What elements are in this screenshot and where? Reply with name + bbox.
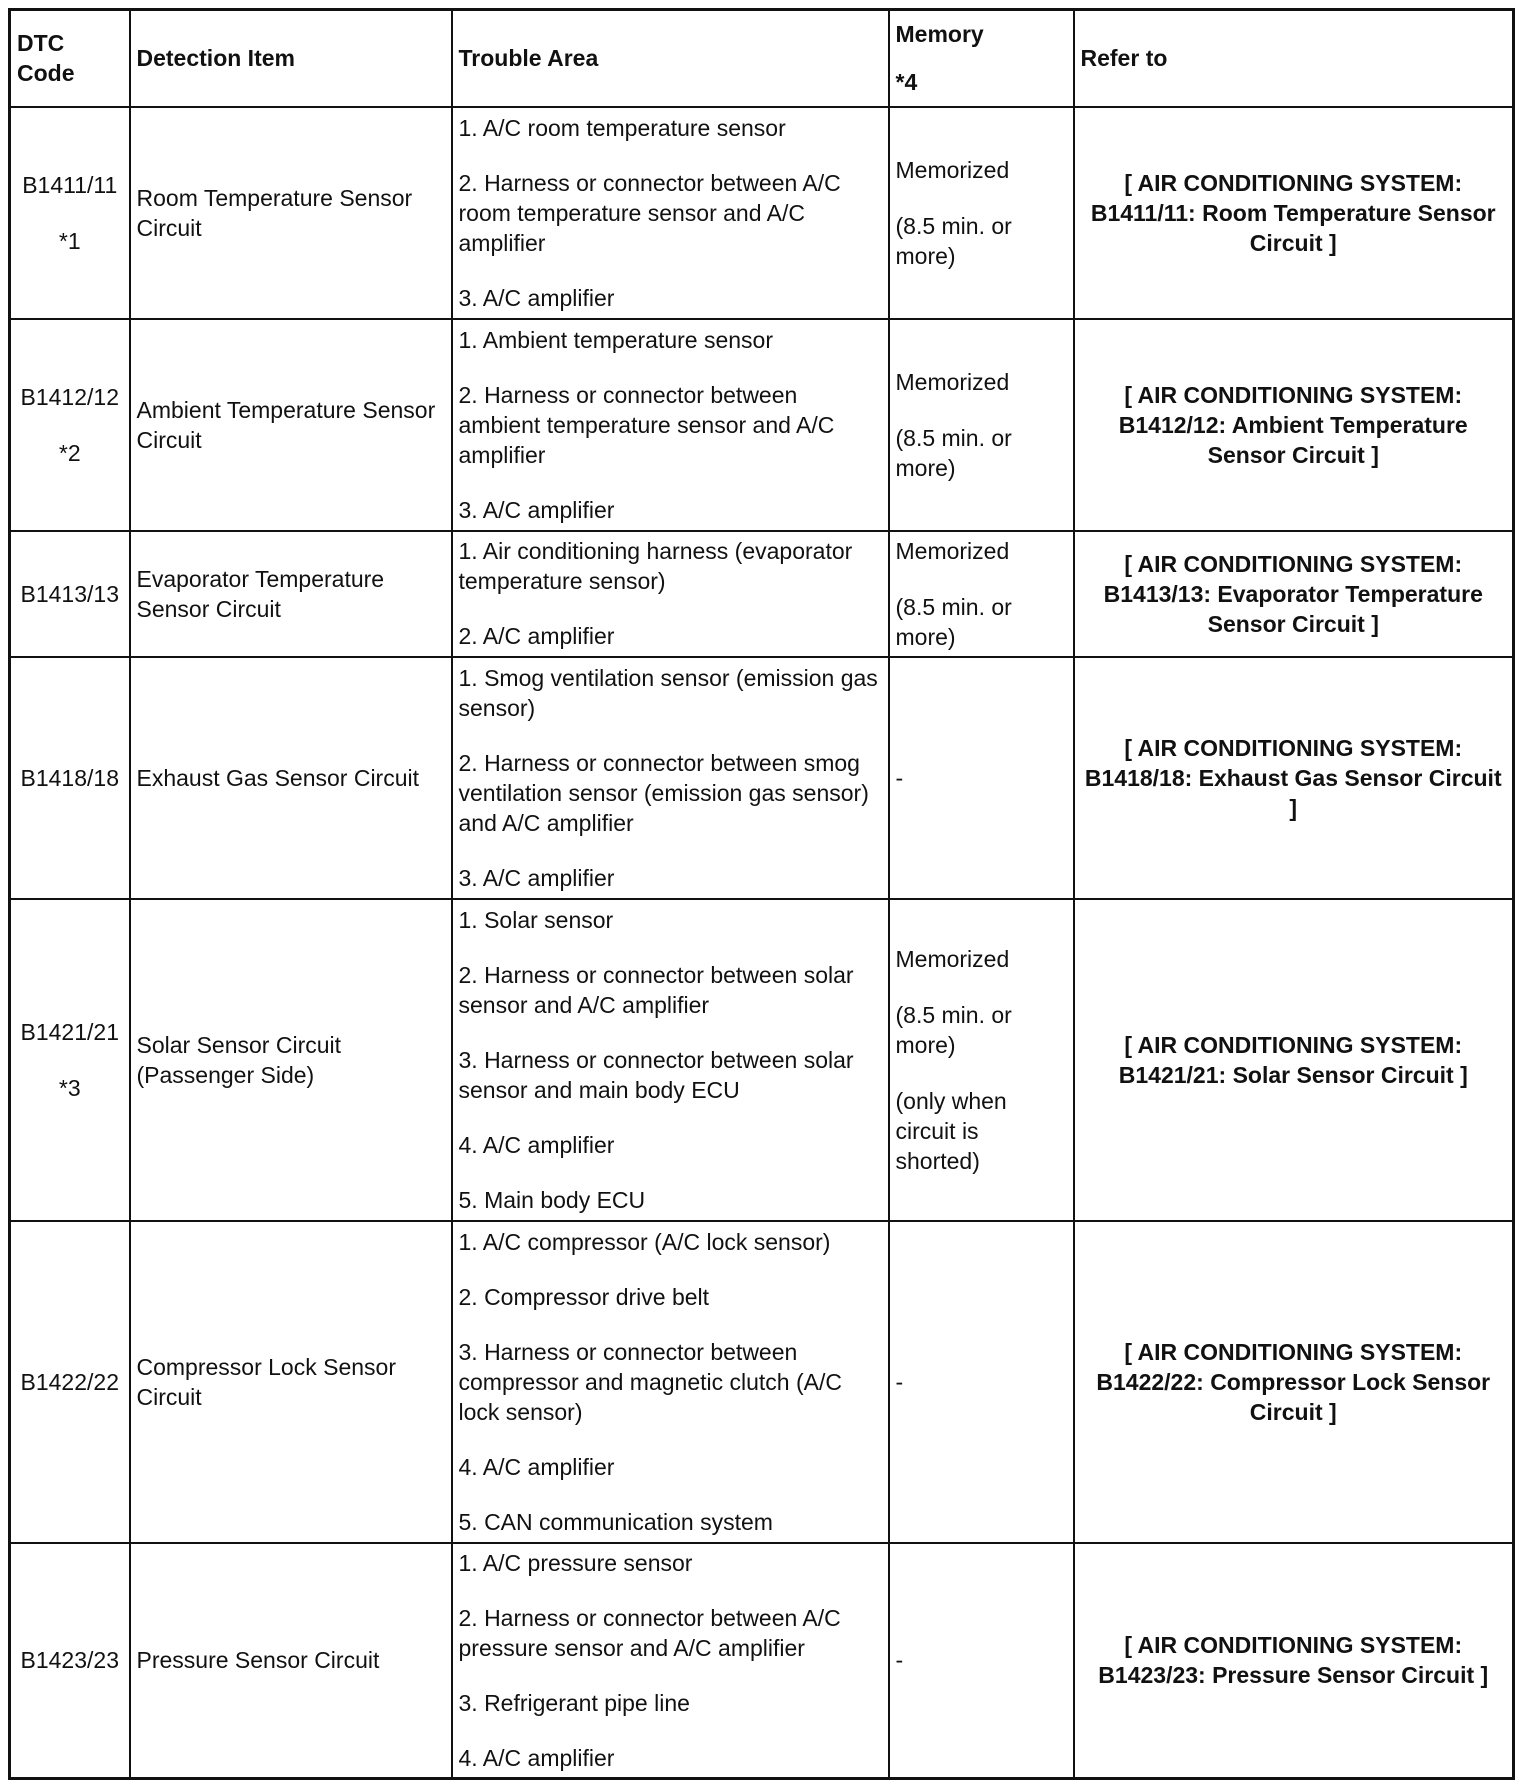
trouble-area-item: 3. A/C amplifier <box>458 284 615 311</box>
memory-text: Memorized <box>895 156 1010 183</box>
refer-to-link[interactable]: [ AIR CONDITIONING SYSTEM: B1418/18: Exhaust Gas Sensor Circuit ] <box>1074 657 1514 899</box>
memory-text: (8.5 min. or more) <box>895 424 1012 481</box>
memory-text: Memorized <box>895 368 1010 395</box>
memory-cell <box>889 1543 1074 1779</box>
trouble-area-cell <box>452 319 889 531</box>
header-detection-item: Detection Item <box>130 10 452 107</box>
table-row <box>10 1543 1514 1779</box>
detection-item: Compressor Lock Sensor Circuit <box>130 1221 452 1543</box>
trouble-area-cell <box>452 107 889 319</box>
memory-cell <box>889 1221 1074 1543</box>
table-row <box>10 1221 1514 1543</box>
trouble-area-item: 1. Solar sensor <box>458 906 614 933</box>
trouble-area-item: 2. Harness or connector between ambient temperature sensor and A/C amplifier <box>458 381 835 468</box>
dtc-code-cell <box>10 319 130 531</box>
header-refer-to: Refer to <box>1074 10 1514 107</box>
detection-item: Ambient Temperature Sensor Circuit <box>130 319 452 531</box>
trouble-area-item: 5. Main body ECU <box>458 1186 646 1213</box>
refer-to-link[interactable]: [ AIR CONDITIONING SYSTEM: B1411/11: Room Temperature Sensor Circuit ] <box>1074 107 1514 319</box>
dtc-code: B1423/23 <box>10 1543 130 1779</box>
trouble-area-item: 3. Harness or connector between compressor and magnetic clutch (A/C lock sensor) <box>458 1338 842 1425</box>
refer-to-link[interactable]: [ AIR CONDITIONING SYSTEM: B1412/12: Ambient Temperature Sensor Circuit ] <box>1074 319 1514 531</box>
refer-to-link[interactable]: [ AIR CONDITIONING SYSTEM: B1423/23: Pressure Sensor Circuit ] <box>1074 1543 1514 1779</box>
header-memory <box>889 10 1074 107</box>
memory-text: - <box>895 1368 904 1395</box>
header-row <box>10 10 1514 107</box>
detection-item: Exhaust Gas Sensor Circuit <box>130 657 452 899</box>
memory-text: Memorized <box>895 537 1010 564</box>
trouble-area-item: 1. A/C compressor (A/C lock sensor) <box>458 1228 831 1255</box>
header-code-line1: DTC <box>17 30 65 57</box>
dtc-code-cell <box>10 899 130 1221</box>
detection-item: Solar Sensor Circuit (Passenger Side) <box>130 899 452 1221</box>
memory-text: (8.5 min. or more) <box>895 593 1012 650</box>
dtc-document <box>8 8 1512 1780</box>
table-row <box>10 107 1514 319</box>
dtc-code-cell <box>10 107 130 319</box>
detection-item: Evaporator Temperature Sensor Circuit <box>130 531 452 657</box>
refer-to-link[interactable]: [ AIR CONDITIONING SYSTEM: B1413/13: Evaporator Temperature Sensor Circuit ] <box>1074 531 1514 657</box>
header-dtc-code <box>10 10 130 107</box>
trouble-area-item: 1. A/C pressure sensor <box>458 1549 693 1576</box>
dtc-note: *3 <box>58 1074 81 1101</box>
trouble-area-item: 3. Refrigerant pipe line <box>458 1689 690 1716</box>
memory-cell <box>889 899 1074 1221</box>
refer-to-link[interactable]: [ AIR CONDITIONING SYSTEM: B1421/21: Solar Sensor Circuit ] <box>1074 899 1514 1221</box>
refer-to-link[interactable]: [ AIR CONDITIONING SYSTEM: B1422/22: Compressor Lock Sensor Circuit ] <box>1074 1221 1514 1543</box>
dtc-code: B1412/12 <box>20 383 119 410</box>
dtc-code: B1413/13 <box>10 531 130 657</box>
trouble-area-item: 1. Smog ventilation sensor (emission gas sensor) <box>458 664 878 721</box>
trouble-area-cell <box>452 899 889 1221</box>
trouble-area-item: 2. Harness or connector between solar sensor and A/C amplifier <box>458 961 854 1018</box>
table-row <box>10 531 1514 657</box>
trouble-area-item: 1. Ambient temperature sensor <box>458 326 773 353</box>
trouble-area-item: 2. Harness or connector between smog ventilation sensor (emission gas sensor) and A/C amplifier <box>458 749 869 836</box>
detection-item: Pressure Sensor Circuit <box>130 1543 452 1779</box>
memory-cell <box>889 531 1074 657</box>
trouble-area-item: 3. A/C amplifier <box>458 864 615 891</box>
header-memory-note: *4 <box>895 69 918 96</box>
dtc-code: B1418/18 <box>10 657 130 899</box>
dtc-table <box>8 8 1515 1780</box>
trouble-area-item: 2. Harness or connector between A/C pressure sensor and A/C amplifier <box>458 1604 841 1661</box>
memory-text: (8.5 min. or more) <box>895 212 1012 269</box>
trouble-area-item: 2. Harness or connector between A/C room temperature sensor and A/C amplifier <box>458 169 841 256</box>
trouble-area-cell <box>452 657 889 899</box>
trouble-area-item: 3. Harness or connector between solar sensor and main body ECU <box>458 1046 854 1103</box>
header-trouble-area: Trouble Area <box>452 10 889 107</box>
trouble-area-item: 3. A/C amplifier <box>458 496 615 523</box>
memory-text: (8.5 min. or more) <box>895 1001 1012 1058</box>
trouble-area-item: 4. A/C amplifier <box>458 1744 615 1771</box>
trouble-area-item: 1. Air conditioning harness (evaporator temperature sensor) <box>458 538 853 594</box>
table-row <box>10 899 1514 1221</box>
trouble-area-cell <box>452 1543 889 1779</box>
memory-cell <box>889 107 1074 319</box>
memory-cell <box>889 657 1074 899</box>
trouble-area-cell <box>452 1221 889 1543</box>
table-row <box>10 657 1514 899</box>
memory-text: - <box>895 764 904 791</box>
trouble-area-cell <box>452 531 889 657</box>
header-code-line2: Code <box>17 60 75 87</box>
dtc-code: B1422/22 <box>10 1221 130 1543</box>
table-row <box>10 319 1514 531</box>
trouble-area-item: 2. A/C amplifier <box>458 623 615 649</box>
memory-text: (only when circuit is shorted) <box>895 1087 1007 1174</box>
trouble-area-item: 2. Compressor drive belt <box>458 1283 710 1310</box>
trouble-area-item: 5. CAN communication system <box>458 1508 773 1535</box>
trouble-area-item: 1. A/C room temperature sensor <box>458 114 786 141</box>
dtc-note: *1 <box>58 227 81 254</box>
header-memory-label: Memory <box>895 21 984 48</box>
dtc-code: B1411/11 <box>22 171 118 198</box>
dtc-code: B1421/21 <box>20 1018 119 1045</box>
dtc-note: *2 <box>58 439 81 466</box>
memory-text: Memorized <box>895 945 1010 972</box>
memory-text: - <box>895 1647 904 1674</box>
detection-item: Room Temperature Sensor Circuit <box>130 107 452 319</box>
trouble-area-item: 4. A/C amplifier <box>458 1453 615 1480</box>
memory-cell <box>889 319 1074 531</box>
trouble-area-item: 4. A/C amplifier <box>458 1131 615 1158</box>
